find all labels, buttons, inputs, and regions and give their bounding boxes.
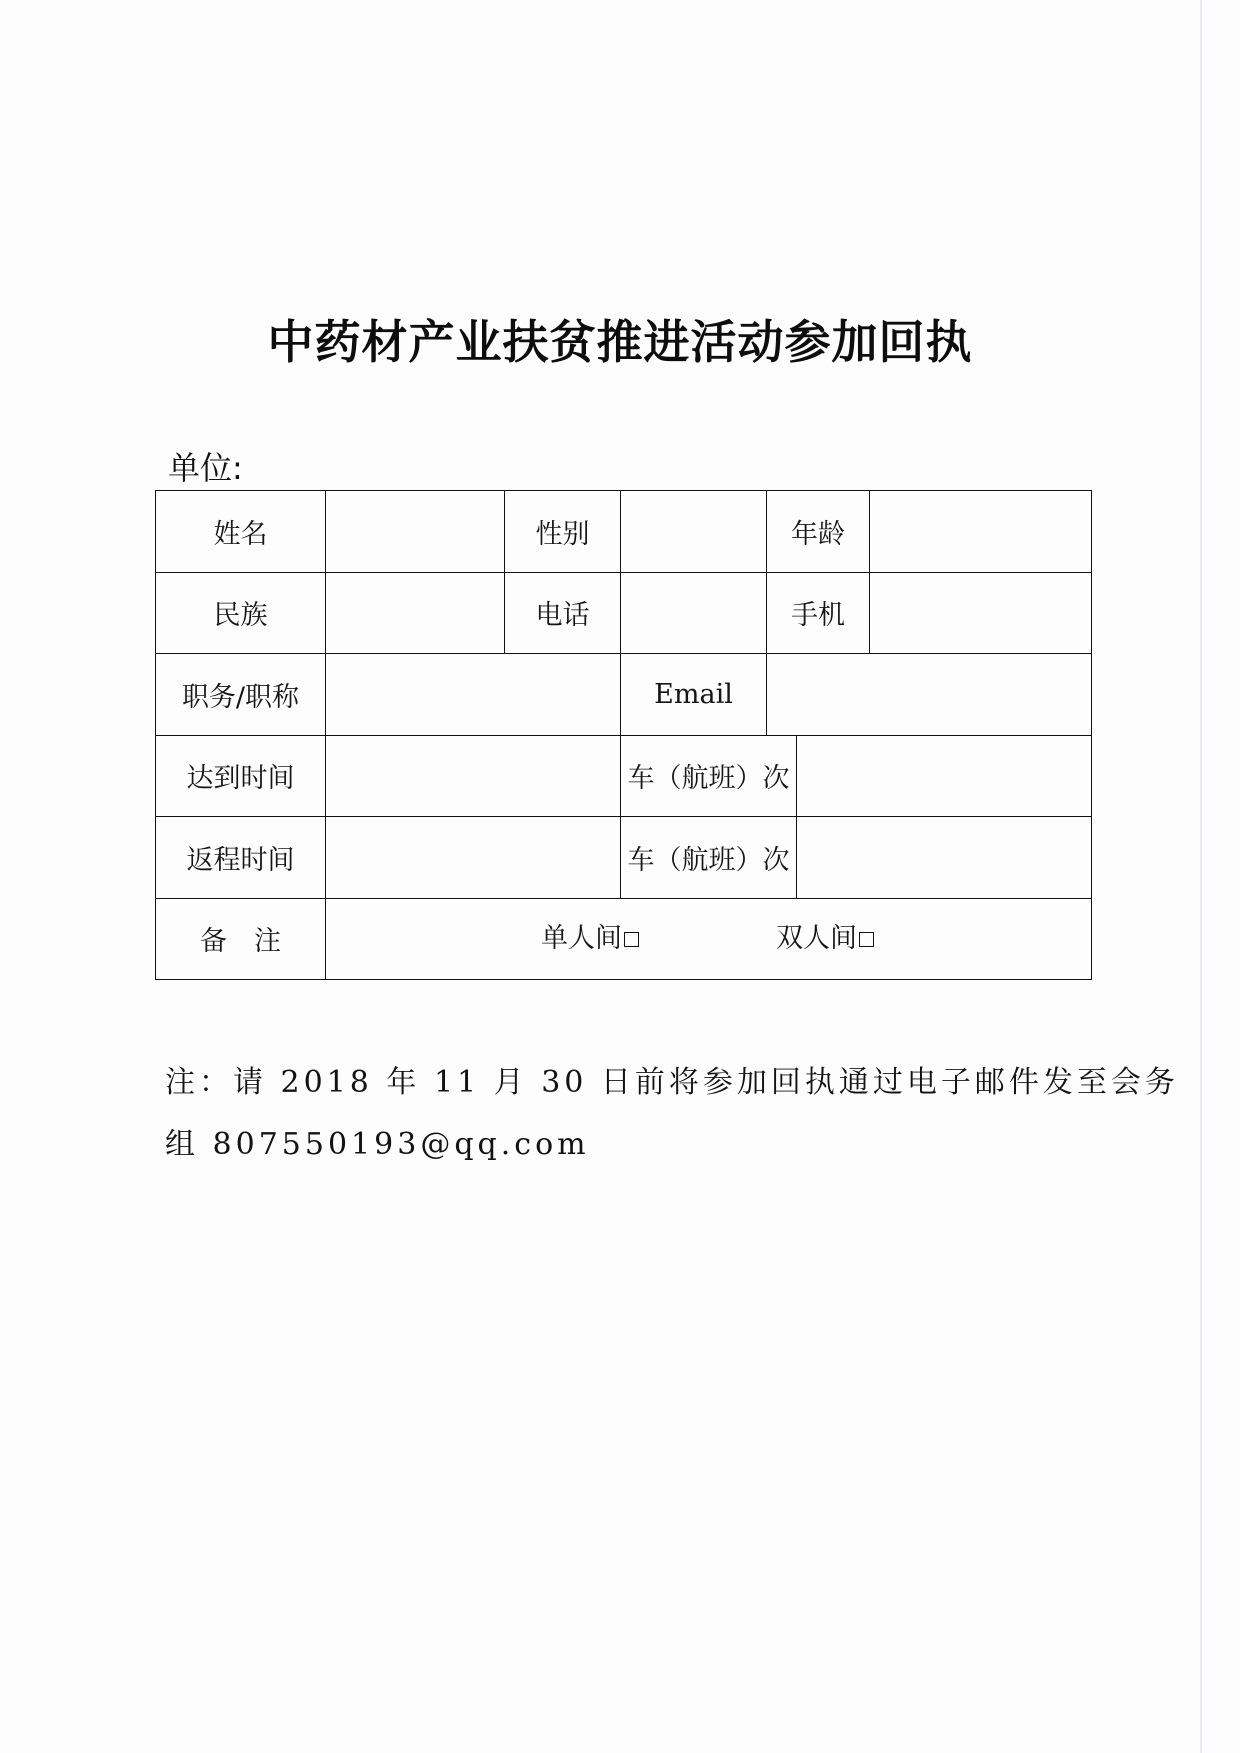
- table-row: [156, 735, 1092, 817]
- table-row: [156, 817, 1092, 899]
- mobile-field[interactable]: [870, 572, 1092, 654]
- arrival-train-field[interactable]: [797, 735, 1092, 817]
- double-room-checkbox[interactable]: [859, 932, 874, 947]
- page-edge: [1200, 0, 1202, 1753]
- phone-field[interactable]: [621, 572, 767, 654]
- arrival-train-label: 车（航班）次: [621, 735, 797, 817]
- age-field[interactable]: [870, 491, 1092, 573]
- ethnicity-label: 民族: [156, 572, 326, 654]
- table-row: [156, 491, 1092, 573]
- remarks-label: 备 注: [156, 898, 326, 980]
- name-field[interactable]: [326, 491, 505, 573]
- email-label: Email: [621, 654, 767, 736]
- arrival-time-label: 达到时间: [156, 735, 326, 817]
- return-train-label: 车（航班）次: [621, 817, 797, 899]
- single-room-label: 单人间: [541, 922, 622, 954]
- registration-form-table: [155, 490, 1092, 980]
- arrival-time-field[interactable]: [326, 735, 621, 817]
- remarks-field: [326, 898, 1092, 980]
- table-row: [156, 898, 1092, 980]
- age-label: 年龄: [767, 491, 870, 573]
- gender-label: 性别: [505, 491, 621, 573]
- double-room-option[interactable]: [776, 923, 874, 955]
- position-field[interactable]: [326, 654, 621, 736]
- return-time-field[interactable]: [326, 817, 621, 899]
- return-train-field[interactable]: [797, 817, 1092, 899]
- table-row: [156, 572, 1092, 654]
- double-room-label: 双人间: [776, 922, 857, 954]
- single-room-option[interactable]: [541, 923, 639, 955]
- single-room-checkbox[interactable]: [624, 932, 639, 947]
- submission-note: [165, 1052, 1179, 1176]
- table-row: [156, 654, 1092, 736]
- document-title: 中药材产业扶贫推进活动参加回执: [267, 315, 973, 369]
- return-time-label: 返程时间: [156, 817, 326, 899]
- mobile-label: 手机: [767, 572, 870, 654]
- note-line-1: 注：请 2018 年 11 月 30 日前将参加回执通过电子邮件发至会务: [165, 1065, 1179, 1100]
- unit-label: 单位:: [168, 449, 243, 487]
- phone-label: 电话: [505, 572, 621, 654]
- email-field[interactable]: [767, 654, 1092, 736]
- note-line-2: 组 807550193@qq.com: [165, 1127, 590, 1162]
- position-label: 职务/职称: [156, 654, 326, 736]
- ethnicity-field[interactable]: [326, 572, 505, 654]
- gender-field[interactable]: [621, 491, 767, 573]
- name-label: 姓名: [156, 491, 326, 573]
